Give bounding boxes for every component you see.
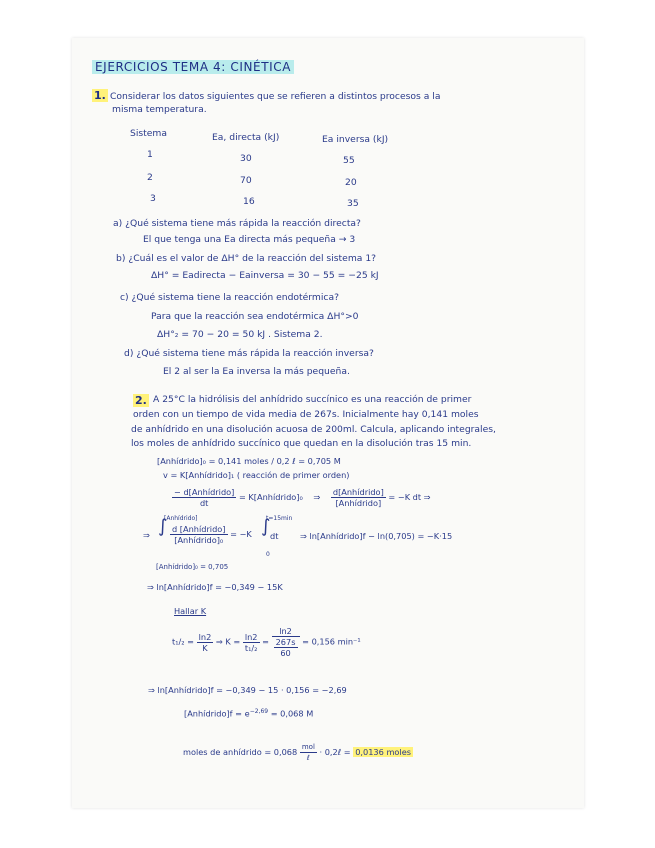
page-title: EJERCICIOS TEMA 4: CINÉTICA [92, 60, 294, 74]
q2-statement-line1: A 25°C la hidrólisis del anhídrido succínico es una reacción de primer [153, 394, 472, 405]
fraction: $\frac{\text{mol}}{\text{ℓ}}$ [301, 743, 315, 762]
integral-sign: ∫ [261, 516, 271, 537]
fraction: $\frac{\ln 2}{\frac{267s}{60}}$ [272, 626, 300, 658]
q2-find-k-label: Hallar K [174, 606, 207, 616]
integral-sign: ∫ [158, 516, 168, 537]
table-cell: 16 [243, 196, 255, 207]
q1-part-d-question: d) ¿Qué sistema tiene más rápida la reacción inversa? [124, 348, 374, 359]
q1-part-c-answer-line2: ΔH°₂ = 70 − 20 = 50 kJ . Sistema 2. [157, 329, 323, 340]
q2-final-moles: moles de anhídrido = 0,068 $\frac{\text{mol}}{\text{ℓ}}$ · 0,2ℓ = 0,0136 moles [183, 743, 412, 762]
q1-part-c-question: c) ¿Qué sistema tiene la reacción endotérmica? [120, 292, 339, 303]
fraction: $\frac{\text{d [Anhídrido]}}{\text{[Anhídrido]₀}}$ [172, 524, 226, 545]
table-cell: 2 [147, 172, 153, 183]
q2-log-substitution: ⇒ ln[Anhídrido]f = −0,349 − 15 · 0,156 = −2,69 [148, 685, 347, 695]
q1-part-c-answer-line1: Para que la reacción sea endotérmica ΔH°>0 [151, 311, 359, 322]
table-cell: 3 [150, 193, 156, 204]
table-cell: 55 [343, 155, 355, 166]
table-cell: 20 [345, 177, 357, 188]
q1-intro-line2: misma temperatura. [112, 104, 207, 115]
q2-rate-law: v = K[Anhídrido]₁ ( reacción de primer orden) [163, 470, 350, 480]
q2-final-concentration: [Anhídrido]f = $e^{-2,69} = 0,068$ M [184, 708, 314, 719]
q1-part-a-answer: El que tenga una Ea directa más pequeña → 3 [143, 234, 356, 245]
table-cell: 70 [240, 175, 252, 186]
q1-part-d-answer: El 2 al ser la Ea inversa la más pequeña. [163, 366, 350, 377]
q2-half-life-equation: t₁/₂ = $\frac{\ln 2}{K}$ ⇒ K = $\frac{\ln 2}{\text{t₁/₂}}$ = $\frac{\ln 2}{\frac{267s}{60}}$ = 0,156 min⁻¹ [172, 626, 361, 658]
q2-log-expression: ⇒ ln[Anhídrido]f = −0,349 − 15K [147, 582, 283, 592]
table-header-ea-inversa: Ea inversa (kJ) [322, 134, 389, 145]
table-cell: 1 [147, 149, 153, 160]
question-1-number: 1. [94, 89, 106, 102]
table-header-ea-directa: Ea, directa (kJ) [212, 132, 280, 143]
fraction: $\frac{\ln 2}{\text{t₁/₂}}$ [244, 631, 258, 653]
q2-differential-equation: $\frac{\text{− d[Anhídrido]}}{dt}$ = K[Anhídrido]₀ ⇒ $\frac{\text{d[Anhídrido]}}{\text{[Anhídrido]}}$ = −K dt ⇒ [174, 487, 431, 508]
table-header-sistema: Sistema [130, 128, 168, 139]
question-2-number: 2. [135, 394, 147, 407]
q2-statement-line4: los moles de anhídrido succínico que quedan en la disolución tras 15 min. [131, 438, 472, 449]
fraction: $\frac{\ln 2}{K}$ [198, 631, 212, 653]
q1-part-b-question: b) ¿Cuál es el valor de ΔH° de la reacción del sistema 1? [116, 253, 377, 264]
final-answer-highlight: 0,0136 moles [355, 747, 412, 757]
q2-statement-line2: orden con un tiempo de vida media de 267s. Inicialmente hay 0,141 moles [133, 409, 479, 420]
q1-intro-line1: Considerar los datos siguientes que se refieren a distintos procesos a la [110, 91, 441, 102]
table-cell: 35 [347, 198, 359, 209]
q1-part-b-answer: ΔH° = Eadirecta − Eainversa = 30 − 55 = −25 kJ [151, 270, 379, 281]
q2-statement-line3: de anhídrido en una disolución acuosa de 200ml. Calcula, aplicando integrales, [131, 424, 496, 435]
fraction: $\frac{\text{d[Anhídrido]}}{\text{[Anhídrido]}}$ [332, 487, 384, 508]
q1-part-a-question: a) ¿Qué sistema tiene más rápida la reacción directa? [113, 218, 361, 229]
fraction: $\frac{\text{− d[Anhídrido]}}{dt}$ [174, 487, 235, 508]
table-cell: 30 [240, 153, 252, 164]
q2-initial-concentration: [Anhídrido]₀ = 0,141 moles / 0,2 ℓ = 0,705 M [157, 456, 341, 466]
